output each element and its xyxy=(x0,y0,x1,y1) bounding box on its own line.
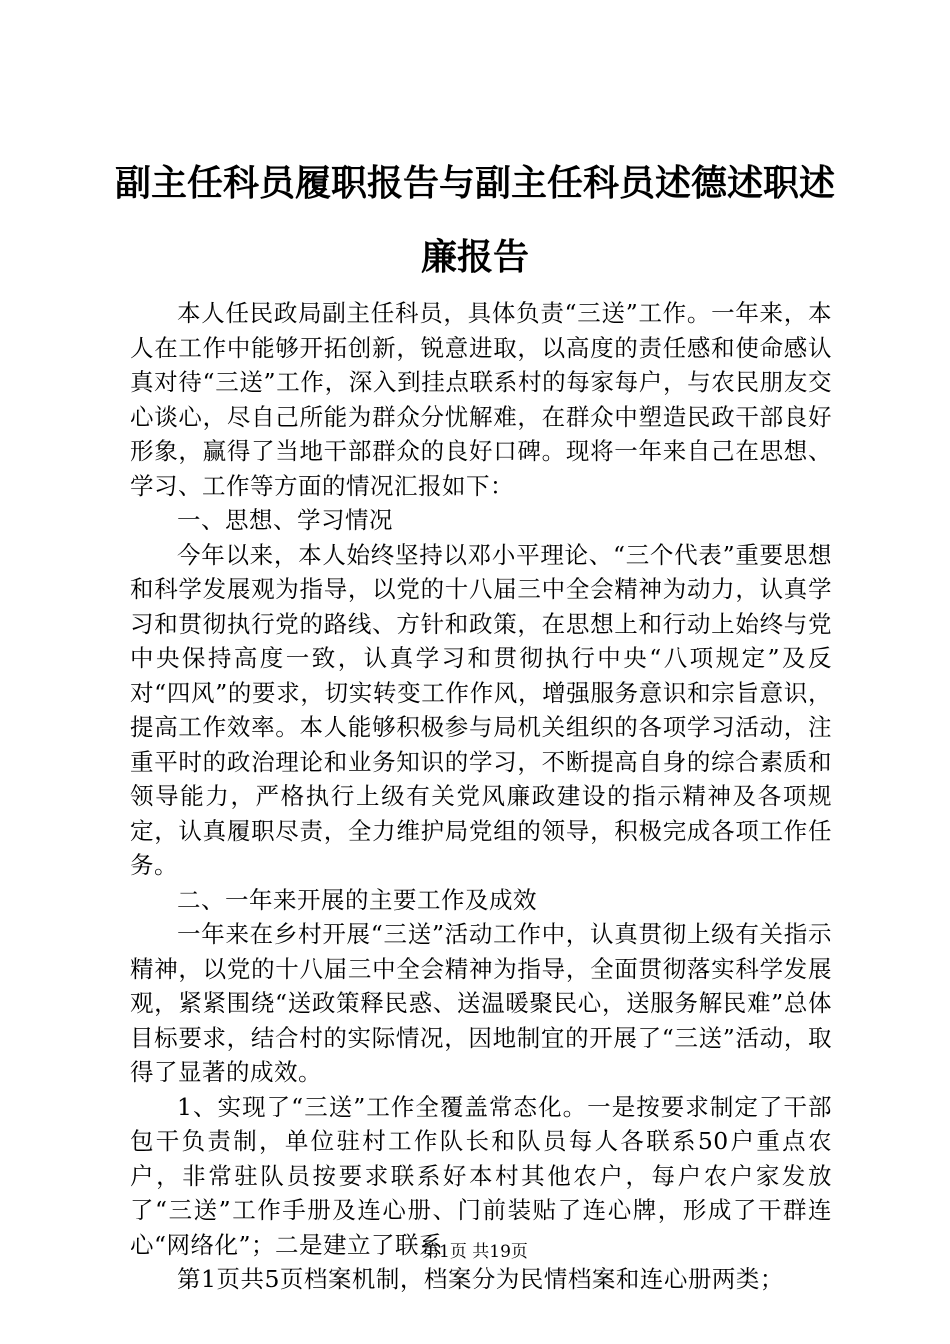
section-heading-2: 二、一年来开展的主要工作及成效 xyxy=(177,885,537,914)
paragraph-point-1: 1、实现了“三送”工作全覆盖常态化。一是按要求制定了干部包干负责制，单位驻村工作队长和队员每人各联系50户重点农户，非常驻队员按要求联系好本村其他农户，每户农户家发放了“三送”工作手册及连心册、门前装贴了连心牌，形成了干群连心“网络化”；二是建立了联系 xyxy=(130,1092,832,1259)
paragraph-thought-study: 今年以来，本人始终坚持以邓小平理论、“三个代表”重要思想和科学发展观为指导，以党的十八届三中全会精神为动力，认真学习和贯彻执行党的路线、方针和政策，在思想上和行动上始终与党中央保持高度一致，认真学习和贯彻执行中央“八项规定”及反对“四风”的要求，切实转变工作作风，增强服务意识和宗旨意识，提高工作效率。本人能够积极参与局机关组织的各项学习活动，注重平时的政治理论和业务知识的学习，不断提高自身的综合素质和领导能力，严格执行上级有关党风廉政建设的指示精神及各项规定，认真履职尽责，全力维护局党组的领导，积极完成各项工作任务。 xyxy=(130,540,832,879)
paragraph-main-work: 一年来在乡村开展“三送”活动工作中，认真贯彻上级有关指示精神，以党的十八届三中全会精神为指导，全面贯彻落实科学发展观，紧紧围绕“送政策释民惑、送温暖聚民心，送服务解民难”总体目标要求，结合村的实际情况，因地制宜的开展了“三送”活动，取得了显著的成效。 xyxy=(130,920,832,1086)
page-footer: 第1页 共19页 xyxy=(422,1242,528,1262)
document-body xyxy=(130,296,832,1297)
section-heading-1: 一、思想、学习情况 xyxy=(177,506,393,534)
paragraph-intro: 本人任民政局副主任科员，具体负责“三送”工作。一年来，本人在工作中能够开拓创新，锐意进取，以高度的责任感和使命感认真对待“三送”工作，深入到挂点联系村的每家每户，与农民朋友交心谈心，尽自己所能为群众分忧解难，在群众中塑造民政干部良好形象，赢得了当地干部群众的良好口碑。现将一年来自己在思想、学习、工作等方面的情况汇报如下： xyxy=(130,299,832,500)
paragraph-continued: 第1页共5页档案机制，档案分为民情档案和连心册两类； xyxy=(177,1265,784,1293)
document-title: 副主任科员履职报告与副主任科员述德述职述廉报告 xyxy=(114,162,835,278)
